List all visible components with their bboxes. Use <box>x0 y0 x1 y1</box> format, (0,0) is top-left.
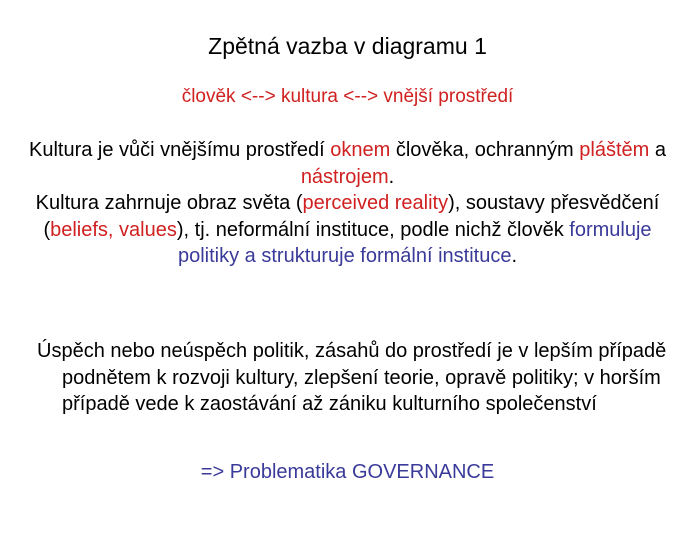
text-segment: . <box>388 165 395 188</box>
highlight-cloak: pláštěm <box>579 139 650 161</box>
text-segment: Kultura je vůči vnějšímu prostředí <box>29 139 325 161</box>
text-segment: Kultura zahrnuje obraz světa ( <box>35 192 303 214</box>
slide-title: Zpětná vazba v diagramu 1 <box>208 33 487 59</box>
governance-conclusion: => Problematika GOVERNANCE <box>200 461 495 483</box>
text-segment: . <box>511 245 518 267</box>
highlight-tool: nástrojem <box>300 165 389 188</box>
text-segment: ), tj. neformální instituce, podle nichž člověk <box>176 218 564 241</box>
feedback-chain: člověk <--> kultura <--> vnější prostředí <box>181 86 514 107</box>
culture-paragraph <box>20 137 675 270</box>
highlight-window: oknem <box>330 139 391 161</box>
highlight-policies: formuluje politiky a strukturuje formální instituce <box>177 218 652 267</box>
policy-outcome-paragraph: Úspěch nebo neúspěch politik, zásahů do prostředí je v lepším případě podnětem k rozvoji kultury, zlepšení teorie, opravě politiky; v horším případě vede k zaostávání až zániku kulturního společenství <box>37 340 667 415</box>
highlight-perceived-reality: perceived reality <box>302 192 449 214</box>
text-segment: a <box>654 139 666 161</box>
text-segment: ), soustavy přesvědčení ( <box>43 192 660 241</box>
highlight-beliefs-values: beliefs, values <box>50 218 177 241</box>
text-segment: člověka, ochranným <box>395 139 574 161</box>
